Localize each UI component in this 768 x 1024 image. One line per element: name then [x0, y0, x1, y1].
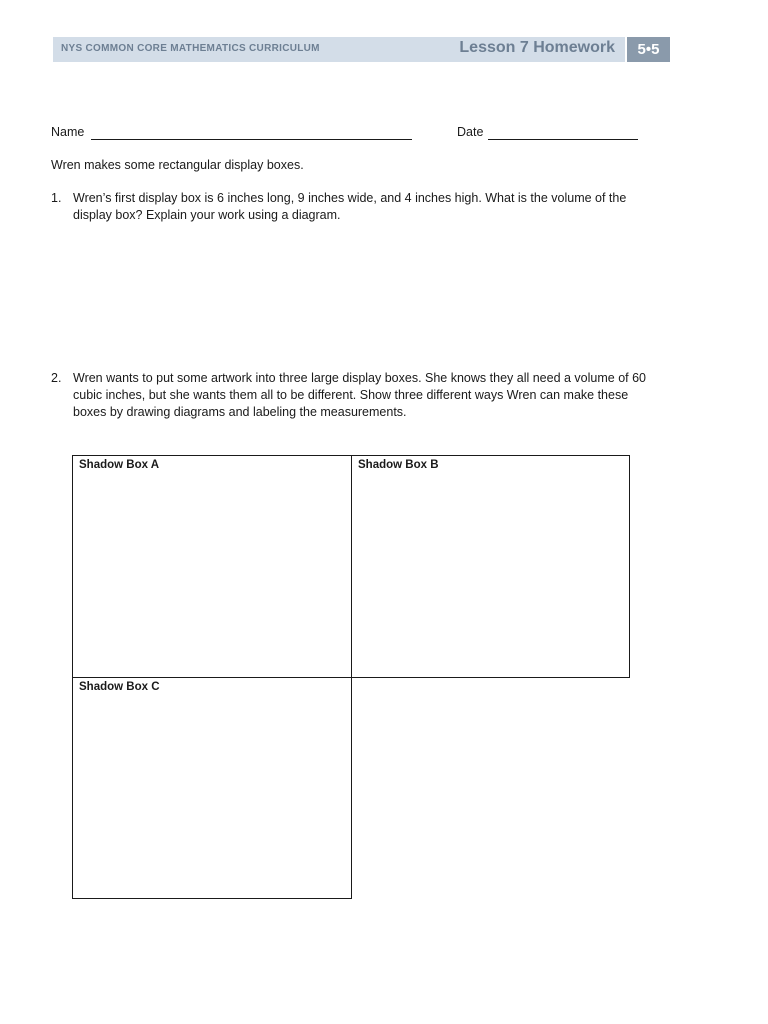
problem-2 — [51, 370, 671, 421]
problem-line: boxes by drawing diagrams and labeling the measurements. — [73, 405, 407, 419]
date-label: Date — [457, 125, 484, 139]
name-field[interactable] — [91, 139, 412, 140]
curriculum-title: NYS COMMON CORE MATHEMATICS CURRICULUM — [61, 43, 320, 54]
shadow-box-label: Shadow Box C — [79, 681, 160, 693]
shadow-box-c[interactable] — [72, 677, 352, 899]
problem-line: display box? Explain your work using a diagram. — [73, 208, 341, 222]
header-bar — [53, 37, 625, 62]
intro-text: Wren makes some rectangular display boxes. — [51, 158, 304, 172]
problem-text — [73, 370, 671, 421]
module-badge: 5•5 — [627, 37, 670, 62]
shadow-box-label: Shadow Box A — [79, 459, 160, 471]
shadow-box-b[interactable] — [351, 455, 630, 678]
lesson-title: Lesson 7 Homework — [459, 39, 615, 56]
problem-number: 1. — [51, 191, 62, 205]
shadow-box-a[interactable] — [72, 455, 352, 678]
problem-1 — [51, 190, 671, 224]
problem-text — [73, 190, 671, 224]
name-date-row — [51, 125, 651, 145]
problem-line: Wren wants to put some artwork into three large display boxes. She knows they all need a volume of 60 — [73, 371, 646, 385]
problem-number: 2. — [51, 371, 62, 385]
problem-line: cubic inches, but she wants them all to be different. Show three different ways Wren can make these — [73, 388, 629, 402]
date-field[interactable] — [488, 139, 638, 140]
shadow-box-label: Shadow Box B — [358, 459, 439, 471]
name-label: Name — [51, 125, 85, 139]
problem-line: Wren’s first display box is 6 inches long, 9 inches wide, and 4 inches high. What is the volume of the — [73, 191, 627, 205]
